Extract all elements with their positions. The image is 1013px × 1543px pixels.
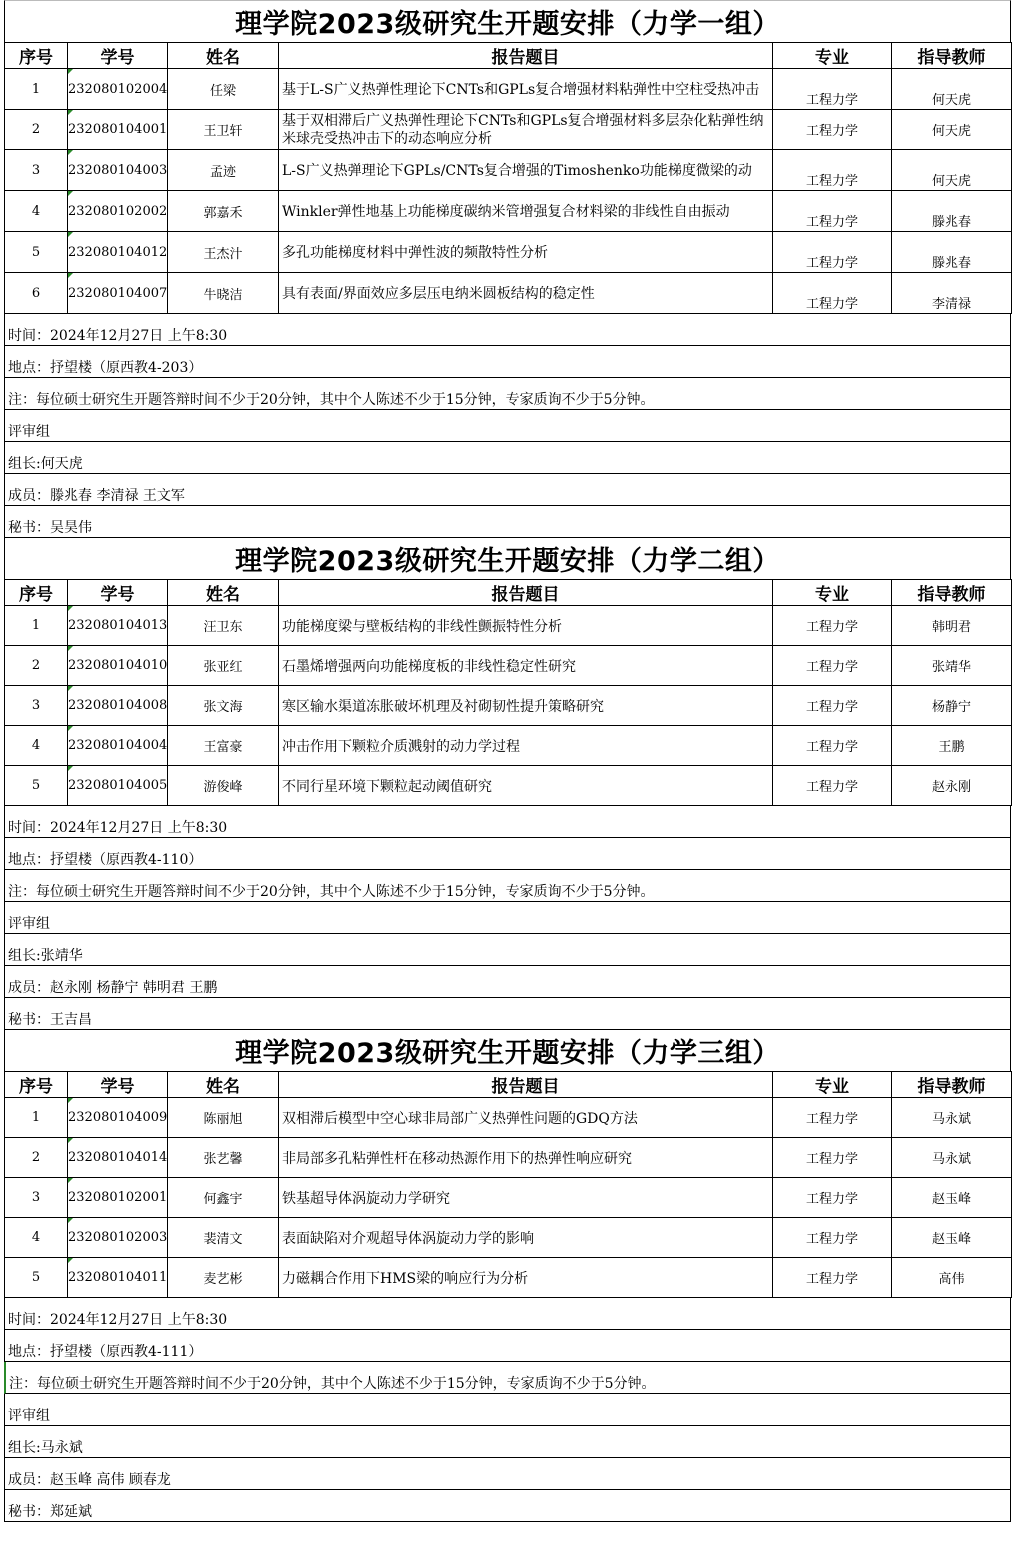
table-row — [5, 1098, 1012, 1138]
report-topic: 石墨烯增强两向功能梯度板的非线性稳定性研究 — [279, 646, 773, 686]
row-number: 1 — [5, 69, 68, 110]
student-id: 232080104010 — [68, 646, 168, 686]
major: 工程力学 — [773, 191, 892, 232]
student-name: 王卫轩 — [168, 110, 279, 150]
student-id: 232080102003 — [68, 1218, 168, 1258]
student-name: 任梁 — [168, 69, 279, 110]
student-name: 麦艺彬 — [168, 1258, 279, 1298]
report-topic: 寒区输水渠道冻胀破坏机理及衬砌韧性提升策略研究 — [279, 686, 773, 726]
advisor: 赵玉峰 — [892, 1178, 1012, 1218]
row-number: 5 — [5, 232, 68, 273]
major: 工程力学 — [773, 150, 892, 191]
student-name: 裴清文 — [168, 1218, 279, 1258]
student-name: 郭嘉禾 — [168, 191, 279, 232]
report-topic: Winkler弹性地基上功能梯度碳纳米管增强复合材料梁的非线性自由振动 — [279, 191, 773, 232]
student-name: 孟迹 — [168, 150, 279, 191]
table-row — [5, 726, 1012, 766]
student-id: 232080104009 — [68, 1098, 168, 1138]
student-name: 张文海 — [168, 686, 279, 726]
header-row — [5, 43, 1012, 69]
row-number: 1 — [5, 606, 68, 646]
student-name: 汪卫东 — [168, 606, 279, 646]
student-name: 张亚红 — [168, 646, 279, 686]
student-id: 232080104012 — [68, 232, 168, 273]
major: 工程力学 — [773, 1138, 892, 1178]
student-name: 何鑫宇 — [168, 1178, 279, 1218]
row-number: 5 — [5, 766, 68, 806]
major: 工程力学 — [773, 1178, 892, 1218]
student-name: 牛晓洁 — [168, 273, 279, 314]
major: 工程力学 — [773, 273, 892, 314]
column-header: 专业 — [773, 43, 892, 69]
schedule-table — [4, 1071, 1012, 1298]
table-row — [5, 150, 1012, 191]
student-id: 232080104011 — [68, 1258, 168, 1298]
report-topic: 功能梯度梁与壁板结构的非线性颤振特性分析 — [279, 606, 773, 646]
schedule-sheet — [4, 0, 1011, 1522]
advisor: 杨静宁 — [892, 686, 1012, 726]
panel-members: 成员：滕兆春 李清禄 王文军 — [4, 474, 1011, 506]
row-number: 4 — [5, 1218, 68, 1258]
advisor: 何天虎 — [892, 150, 1012, 191]
advisor: 韩明君 — [892, 606, 1012, 646]
row-number: 2 — [5, 1138, 68, 1178]
major: 工程力学 — [773, 646, 892, 686]
report-topic: 多孔功能梯度材料中弹性波的频散特性分析 — [279, 232, 773, 273]
schedule-note: 注：每位硕士研究生开题答辩时间不少于20分钟，其中个人陈述不少于15分钟，专家质询不少于5分钟。 — [4, 1362, 1011, 1394]
table-row — [5, 1258, 1012, 1298]
group-title: 理学院2023级研究生开题安排（力学三组） — [4, 1030, 1011, 1071]
group-title: 理学院2023级研究生开题安排（力学一组） — [4, 0, 1011, 42]
report-topic: 表面缺陷对介观超导体涡旋动力学的影响 — [279, 1218, 773, 1258]
table-row — [5, 606, 1012, 646]
review-panel-label: 评审组 — [4, 1394, 1011, 1426]
report-topic: 力磁耦合作用下HMS梁的响应行为分析 — [279, 1258, 773, 1298]
student-name: 游俊峰 — [168, 766, 279, 806]
student-id: 232080104004 — [68, 726, 168, 766]
major: 工程力学 — [773, 232, 892, 273]
major: 工程力学 — [773, 69, 892, 110]
row-number: 1 — [5, 1098, 68, 1138]
major: 工程力学 — [773, 686, 892, 726]
column-header: 学号 — [68, 1072, 168, 1098]
row-number: 5 — [5, 1258, 68, 1298]
advisor: 赵永刚 — [892, 766, 1012, 806]
row-number: 2 — [5, 110, 68, 150]
advisor: 高伟 — [892, 1258, 1012, 1298]
advisor: 何天虎 — [892, 110, 1012, 150]
row-number: 4 — [5, 726, 68, 766]
column-header: 指导教师 — [892, 580, 1012, 606]
table-row — [5, 686, 1012, 726]
panel-members: 成员：赵永刚 杨静宁 韩明君 王鹏 — [4, 966, 1011, 998]
report-topic: 具有表面/界面效应多层压电纳米圆板结构的稳定性 — [279, 273, 773, 314]
student-name: 王富豪 — [168, 726, 279, 766]
schedule-table — [4, 42, 1012, 314]
panel-members: 成员：赵玉峰 高伟 顾春龙 — [4, 1458, 1011, 1490]
row-number: 3 — [5, 686, 68, 726]
column-header: 姓名 — [168, 43, 279, 69]
table-row — [5, 646, 1012, 686]
student-id: 232080104003 — [68, 150, 168, 191]
review-panel-label: 评审组 — [4, 410, 1011, 442]
report-topic: 铁基超导体涡旋动力学研究 — [279, 1178, 773, 1218]
column-header: 专业 — [773, 1072, 892, 1098]
student-id: 232080104005 — [68, 766, 168, 806]
group-title: 理学院2023级研究生开题安排（力学二组） — [4, 538, 1011, 579]
panel-leader: 组长:马永斌 — [4, 1426, 1011, 1458]
report-topic: 基于L-S广义热弹性理论下CNTs和GPLs复合增强材料粘弹性中空柱受热冲击 — [279, 69, 773, 110]
student-id: 232080102001 — [68, 1178, 168, 1218]
student-name: 张艺馨 — [168, 1138, 279, 1178]
column-header: 序号 — [5, 580, 68, 606]
table-row — [5, 766, 1012, 806]
schedule-note: 注：每位硕士研究生开题答辩时间不少于20分钟，其中个人陈述不少于15分钟，专家质询不少于5分钟。 — [4, 870, 1011, 902]
schedule-table — [4, 579, 1012, 806]
student-name: 王杰汁 — [168, 232, 279, 273]
column-header: 姓名 — [168, 580, 279, 606]
report-topic: 不同行星环境下颗粒起动阈值研究 — [279, 766, 773, 806]
major: 工程力学 — [773, 726, 892, 766]
advisor: 张靖华 — [892, 646, 1012, 686]
schedule-time: 时间：2024年12月27日 上午8:30 — [4, 1298, 1011, 1330]
column-header: 学号 — [68, 43, 168, 69]
panel-secretary: 秘书：王吉昌 — [4, 998, 1011, 1030]
advisor: 滕兆春 — [892, 232, 1012, 273]
advisor: 何天虎 — [892, 69, 1012, 110]
row-number: 2 — [5, 646, 68, 686]
row-number: 4 — [5, 191, 68, 232]
schedule-note: 注：每位硕士研究生开题答辩时间不少于20分钟，其中个人陈述不少于15分钟，专家质询不少于5分钟。 — [4, 378, 1011, 410]
table-row — [5, 69, 1012, 110]
student-id: 232080102004 — [68, 69, 168, 110]
student-id: 232080104013 — [68, 606, 168, 646]
column-header: 姓名 — [168, 1072, 279, 1098]
advisor: 马永斌 — [892, 1098, 1012, 1138]
schedule-place: 地点：抒望楼（原西教4-110） — [4, 838, 1011, 870]
major: 工程力学 — [773, 766, 892, 806]
header-row — [5, 580, 1012, 606]
student-id: 232080104008 — [68, 686, 168, 726]
schedule-time: 时间：2024年12月27日 上午8:30 — [4, 314, 1011, 346]
column-header: 报告题目 — [279, 1072, 773, 1098]
student-id: 232080104001 — [68, 110, 168, 150]
student-name: 陈丽旭 — [168, 1098, 279, 1138]
column-header: 专业 — [773, 580, 892, 606]
row-number: 6 — [5, 273, 68, 314]
table-row — [5, 232, 1012, 273]
table-row — [5, 1138, 1012, 1178]
row-number: 3 — [5, 1178, 68, 1218]
advisor: 李清禄 — [892, 273, 1012, 314]
table-row — [5, 110, 1012, 150]
table-row — [5, 1218, 1012, 1258]
report-topic: L-S广义热弹理论下GPLs/CNTs复合增强的Timoshenko功能梯度微梁的动 — [279, 150, 773, 191]
panel-secretary: 秘书：郑延斌 — [4, 1490, 1011, 1522]
report-topic: 非局部多孔粘弹性杆在移动热源作用下的热弹性响应研究 — [279, 1138, 773, 1178]
column-header: 序号 — [5, 43, 68, 69]
major: 工程力学 — [773, 1098, 892, 1138]
report-topic: 冲击作用下颗粒介质溅射的动力学过程 — [279, 726, 773, 766]
advisor: 王鹏 — [892, 726, 1012, 766]
column-header: 指导教师 — [892, 43, 1012, 69]
schedule-place: 地点：抒望楼（原西教4-203） — [4, 346, 1011, 378]
row-number: 3 — [5, 150, 68, 191]
major: 工程力学 — [773, 110, 892, 150]
header-row — [5, 1072, 1012, 1098]
major: 工程力学 — [773, 1258, 892, 1298]
report-topic: 双相滞后模型中空心球非局部广义热弹性问题的GDQ方法 — [279, 1098, 773, 1138]
column-header: 报告题目 — [279, 580, 773, 606]
table-row — [5, 191, 1012, 232]
major: 工程力学 — [773, 606, 892, 646]
column-header: 报告题目 — [279, 43, 773, 69]
panel-secretary: 秘书：吴昊伟 — [4, 506, 1011, 538]
column-header: 序号 — [5, 1072, 68, 1098]
panel-leader: 组长:何天虎 — [4, 442, 1011, 474]
report-topic: 基于双相滞后广义热弹性理论下CNTs和GPLs复合增强材料多层杂化粘弹性纳米球壳受热冲击下的动态响应分析 — [279, 110, 773, 150]
panel-leader: 组长:张靖华 — [4, 934, 1011, 966]
advisor: 滕兆春 — [892, 191, 1012, 232]
student-id: 232080104014 — [68, 1138, 168, 1178]
schedule-place: 地点：抒望楼（原西教4-111） — [4, 1330, 1011, 1362]
table-row — [5, 1178, 1012, 1218]
advisor: 马永斌 — [892, 1138, 1012, 1178]
column-header: 指导教师 — [892, 1072, 1012, 1098]
major: 工程力学 — [773, 1218, 892, 1258]
table-row — [5, 273, 1012, 314]
student-id: 232080102002 — [68, 191, 168, 232]
advisor: 赵玉峰 — [892, 1218, 1012, 1258]
review-panel-label: 评审组 — [4, 902, 1011, 934]
student-id: 232080104007 — [68, 273, 168, 314]
schedule-time: 时间：2024年12月27日 上午8:30 — [4, 806, 1011, 838]
column-header: 学号 — [68, 580, 168, 606]
